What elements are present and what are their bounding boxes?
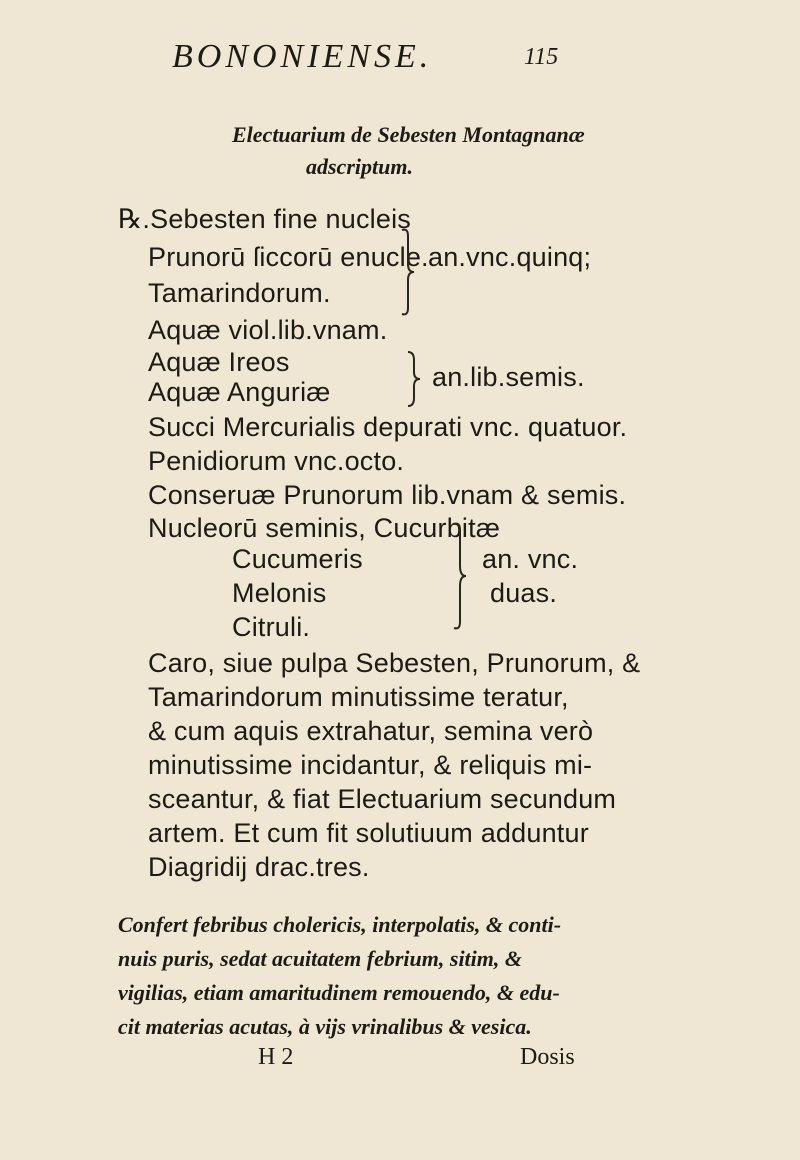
recipe-line: Aquæ Anguriæ: [148, 377, 331, 407]
recipe-line: Aquæ viol.lib.vnam.: [148, 315, 388, 345]
dosage-group3-line2: duas.: [490, 578, 558, 608]
signature-mark: H 2: [258, 1044, 294, 1070]
recipe-line: Prunorū ſiccorū enucle.: [148, 242, 429, 272]
note-line: vigilias, etiam amaritudinem remouendo, & edu-: [118, 980, 560, 1005]
brace-group3-icon: [448, 516, 478, 636]
dosage-group2: an.lib.semis.: [432, 362, 585, 392]
recipe-line: Caro, siue pulpa Sebesten, Prunorum, &: [148, 648, 641, 678]
dosage-group1: an.vnc.quinq;: [428, 242, 592, 272]
recipe-line: sceantur, & fiat Electuarium secundum: [148, 784, 617, 814]
recipe-line: Melonis: [232, 578, 327, 608]
recipe-line: ℞.Sebesten fine nucleis: [118, 204, 411, 234]
recipe-line: Tamarindorum.: [148, 278, 331, 308]
recipe-line: Cucumeris: [232, 544, 363, 574]
recipe-line: Penidiorum vnc.octo.: [148, 446, 405, 476]
brace-group2-icon: [404, 348, 428, 410]
dosage-group3-line1: an. vnc.: [482, 544, 579, 574]
section-heading-continued: adscriptum.: [306, 154, 413, 179]
recipe-line: Tamarindorum minutissime teratur,: [148, 682, 569, 712]
running-title: BONONIENSE.: [172, 38, 433, 75]
recipe-line: Citruli.: [232, 612, 311, 642]
recipe-line: Nucleorū seminis, Cucurbitæ: [148, 513, 501, 543]
recipe-line: Succi Mercurialis depurati vnc. quatuor.: [148, 412, 628, 442]
recipe-line: Conseruæ Prunorum lib.vnam & semis.: [148, 480, 627, 510]
recipe-line: & cum aquis extrahatur, semina verò: [148, 716, 594, 746]
recipe-line: Diagridij drac.tres.: [148, 852, 370, 882]
recipe-line: Aquæ Ireos: [148, 347, 290, 377]
recipe-line: artem. Et cum fit solutiuum adduntur: [148, 818, 589, 848]
note-line: cit materias acutas, à vijs vrinalibus & vesica.: [118, 1014, 532, 1039]
note-line: nuis puris, sedat acuitatem febrium, sitim, &: [118, 946, 523, 971]
note-line: Confert febribus cholericis, interpolatis, & conti-: [118, 912, 562, 937]
section-heading: Electuarium de Sebesten Montagnanæ: [232, 122, 585, 147]
catchword: Dosis: [520, 1044, 575, 1070]
brace-group1-icon: [396, 222, 426, 322]
recipe-line: minutissime incidantur, & reliquis mi-: [148, 750, 593, 780]
page-number: 115: [524, 44, 559, 70]
